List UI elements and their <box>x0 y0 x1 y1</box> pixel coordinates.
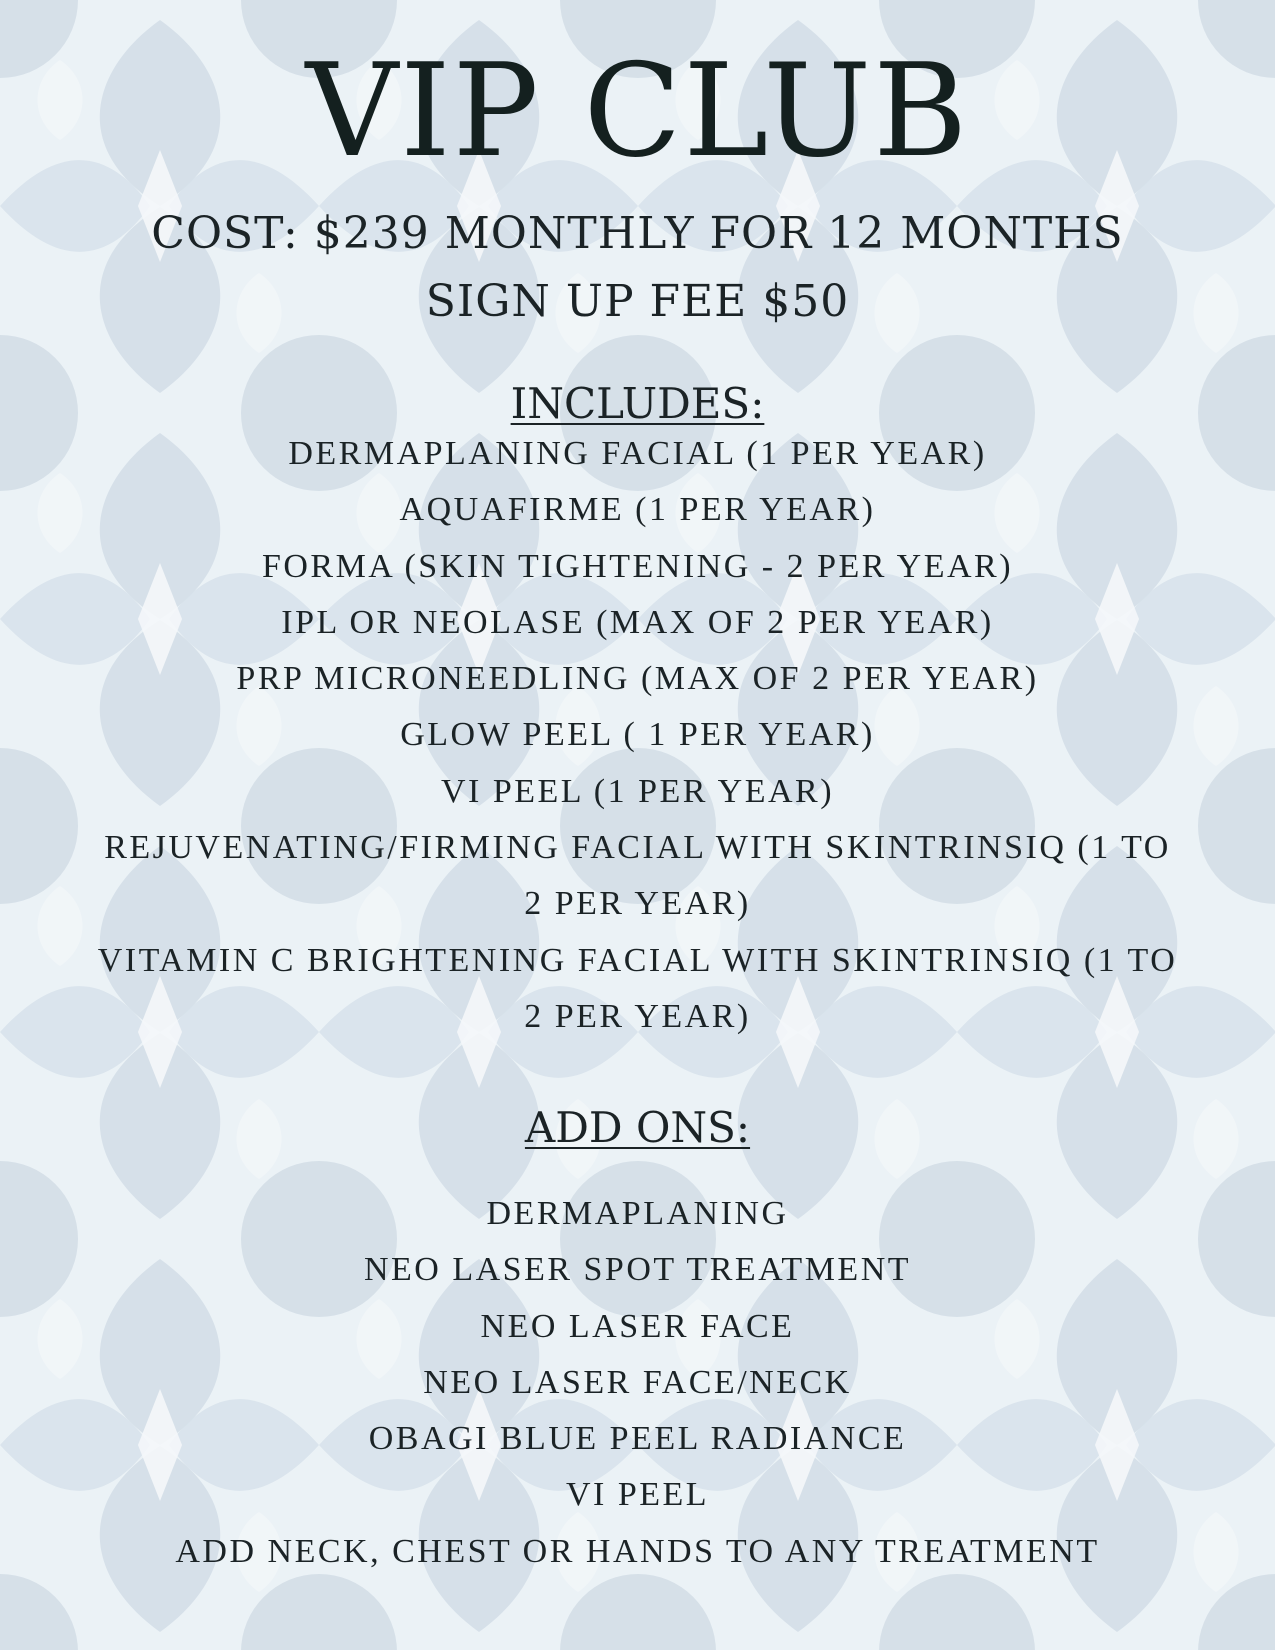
includes-item: PRP MICRONEEDLING (MAX OF 2 PER YEAR) <box>236 660 1039 698</box>
includes-heading <box>0 379 1275 428</box>
addon-item: NEO LASER SPOT TREATMENT <box>363 1251 912 1289</box>
includes-item: AQUAFIRME (1 PER YEAR) <box>399 491 876 529</box>
addon-item: OBAGI BLUE PEEL RADIANCE <box>368 1420 907 1458</box>
includes-item: REJUVENATING/FIRMING FACIAL WITH SKINTRINSIQ (1 TO <box>104 829 1171 867</box>
cost-line: COST: $239 MONTHLY FOR 12 MONTHS <box>151 208 1124 259</box>
addon-item: VI PEEL <box>565 1476 710 1514</box>
includes-item: 2 PER YEAR) <box>524 885 751 923</box>
includes-item: GLOW PEEL ( 1 PER YEAR) <box>400 716 875 754</box>
addons-heading-text: ADD ONS: <box>524 1103 751 1152</box>
includes-item: IPL OR NEOLASE (MAX OF 2 PER YEAR) <box>281 603 994 641</box>
includes-item: 2 PER YEAR) <box>524 997 751 1035</box>
includes-heading-text: INCLUDES: <box>510 379 765 428</box>
includes-item: DERMAPLANING FACIAL (1 PER YEAR) <box>288 435 987 472</box>
addon-item: DERMAPLANING <box>486 1195 789 1232</box>
includes-item: FORMA (SKIN TIGHTENING - 2 PER YEAR) <box>261 547 1014 585</box>
addons-list <box>40 1186 1235 1580</box>
signup-fee-line: SIGN UP FEE $50 <box>425 276 850 327</box>
includes-item: VITAMIN C BRIGHTENING FACIAL WITH SKINTRINSIQ (1 TO <box>97 941 1178 979</box>
page-title: VIP CLUB <box>305 37 970 186</box>
addon-item: ADD NECK, CHEST OR HANDS TO ANY TREATMENT <box>175 1532 1100 1570</box>
addon-item: NEO LASER FACE <box>480 1307 795 1345</box>
includes-list <box>40 426 1235 1045</box>
addon-item: NEO LASER FACE/NECK <box>423 1363 852 1401</box>
includes-item: VI PEEL (1 PER YEAR) <box>440 772 835 810</box>
addons-heading <box>0 1103 1275 1152</box>
